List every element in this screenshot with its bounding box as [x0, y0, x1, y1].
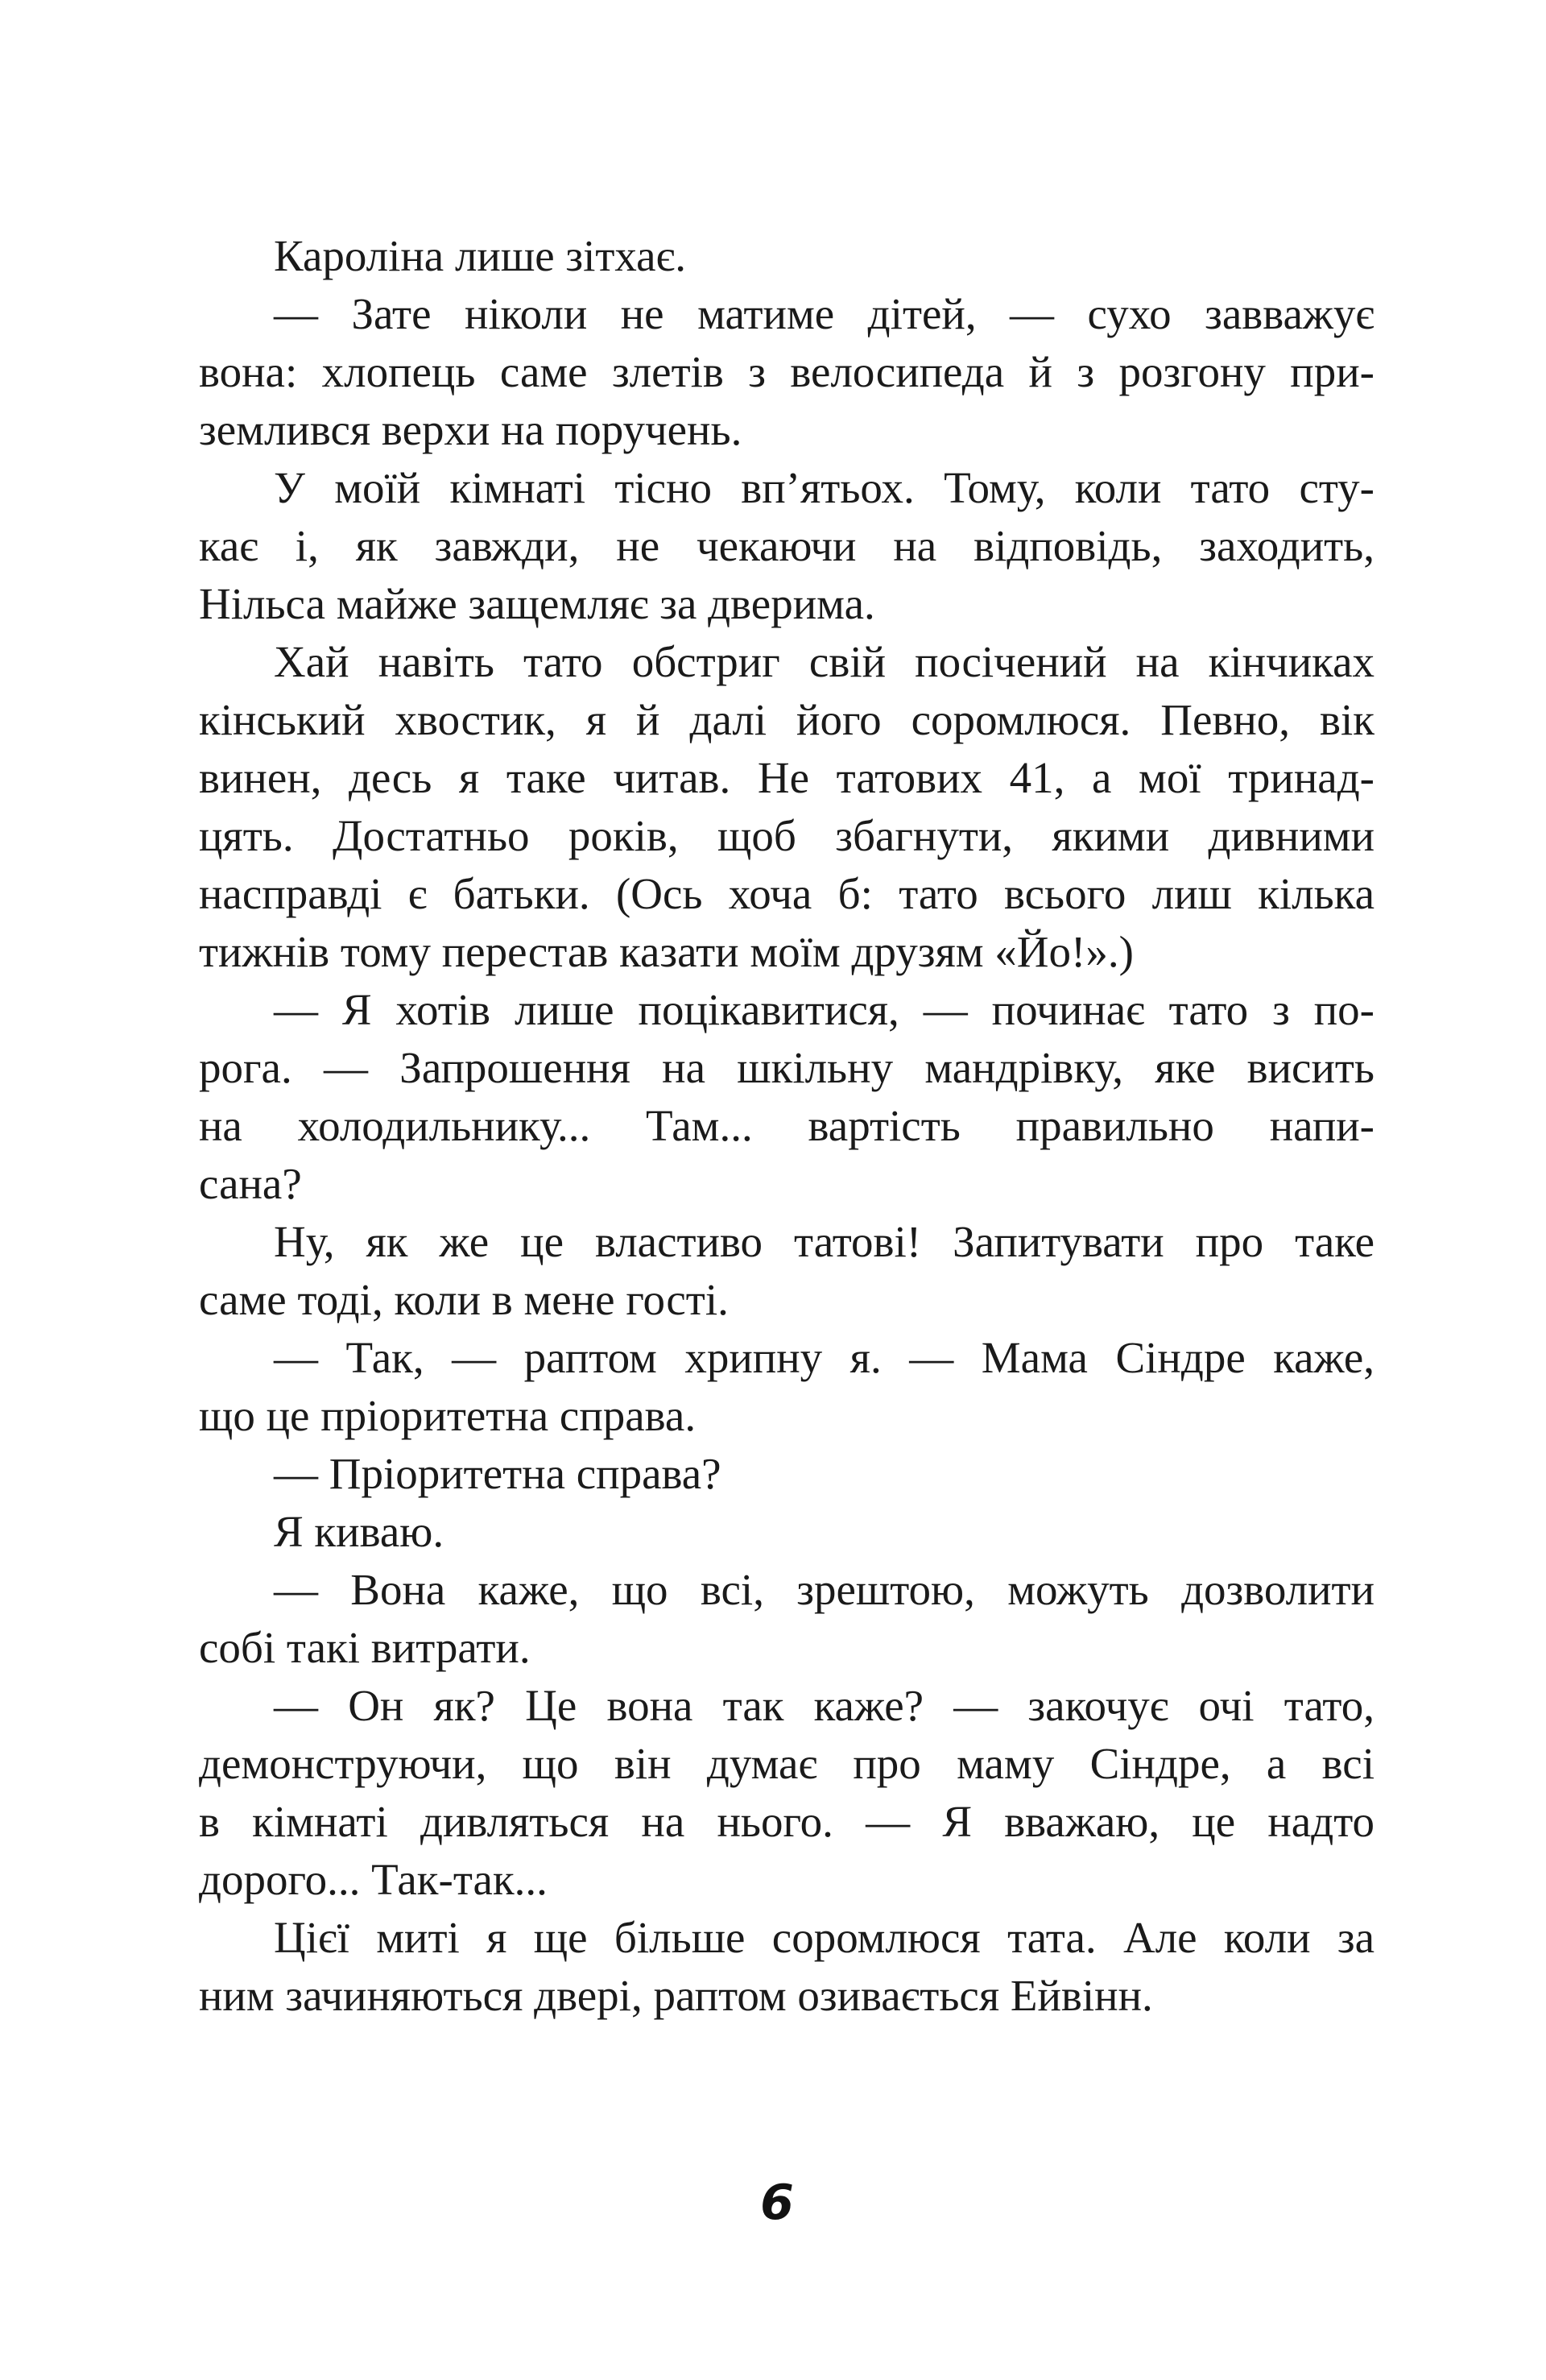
- text-line: насправді є батьки. (Ось хоча б: тато всього лиш кілька: [199, 869, 1374, 918]
- text-line: — Зате ніколи не матиме дітей, — сухо завважує: [274, 289, 1374, 338]
- page-number: 6: [760, 2175, 794, 2231]
- text-line: що це пріоритетна справа.: [199, 1391, 697, 1440]
- text-line: цять. Достатньо років, щоб збагнути, якими дивними: [199, 811, 1374, 860]
- text-line: вона: хлопець саме злетів з велосипеда й з розгону при-: [199, 347, 1374, 396]
- text-line: Ну, як же це властиво татові! Запитувати про таке: [274, 1217, 1374, 1266]
- text-line: — Я хотів лише поцікавитися, — починає тато з по-: [274, 985, 1374, 1034]
- text-line: сана?: [199, 1159, 302, 1208]
- text-line: дорого... Так-так...: [199, 1855, 548, 1904]
- text-line: тижнів тому перестав казати моїм друзям «Йо!».): [199, 927, 1134, 976]
- text-line: — Пріоритетна справа?: [274, 1449, 721, 1498]
- text-line: У моїй кімнаті тісно вп’ятьох. Тому, коли тато сту-: [274, 463, 1374, 512]
- text-line: на холодильнику... Там... вартість правильно напи-: [199, 1101, 1374, 1150]
- text-line: саме тоді, коли в мене гості.: [199, 1275, 729, 1324]
- text-line: Я киваю.: [274, 1507, 444, 1556]
- text-line: винен, десь я таке читав. Не татових 41, а мої тринад-: [199, 753, 1374, 802]
- text-line: землився верхи на поручень.: [199, 405, 742, 454]
- text-line: — Вона каже, що всі, зрештою, можуть дозволити: [274, 1565, 1374, 1614]
- page-text: [199, 227, 1374, 2025]
- text-line: — Он як? Це вона так каже? — закочує очі тато,: [274, 1681, 1374, 1730]
- text-line: Кароліна лише зітхає.: [274, 231, 686, 280]
- text-line: кає і, як завжди, не чекаючи на відповідь, заходить,: [199, 521, 1374, 570]
- text-line: Нільса майже защемляє за дверима.: [199, 579, 875, 628]
- text-line: демонструючи, що він думає про маму Сіндре, а всі: [199, 1739, 1374, 1788]
- text-line: Цієї миті я ще більше соромлюся тата. Але коли за: [274, 1913, 1374, 1962]
- text-line: собі такі витрати.: [199, 1623, 531, 1672]
- text-line: Хай навіть тато обстриг свій посічений на кінчиках: [274, 637, 1374, 686]
- text-line: в кімнаті дивляться на нього. — Я вважаю, це надто: [199, 1797, 1374, 1846]
- text-line: рога. — Запрошення на шкільну мандрівку, яке висить: [199, 1043, 1374, 1092]
- text-line: — Так, — раптом хрипну я. — Мама Сіндре каже,: [274, 1333, 1374, 1382]
- text-line: кінський хвостик, я й далі його соромлюся. Певно, вік: [199, 695, 1374, 744]
- text-line: ним зачиняються двері, раптом озивається Ейвінн.: [199, 1971, 1153, 2020]
